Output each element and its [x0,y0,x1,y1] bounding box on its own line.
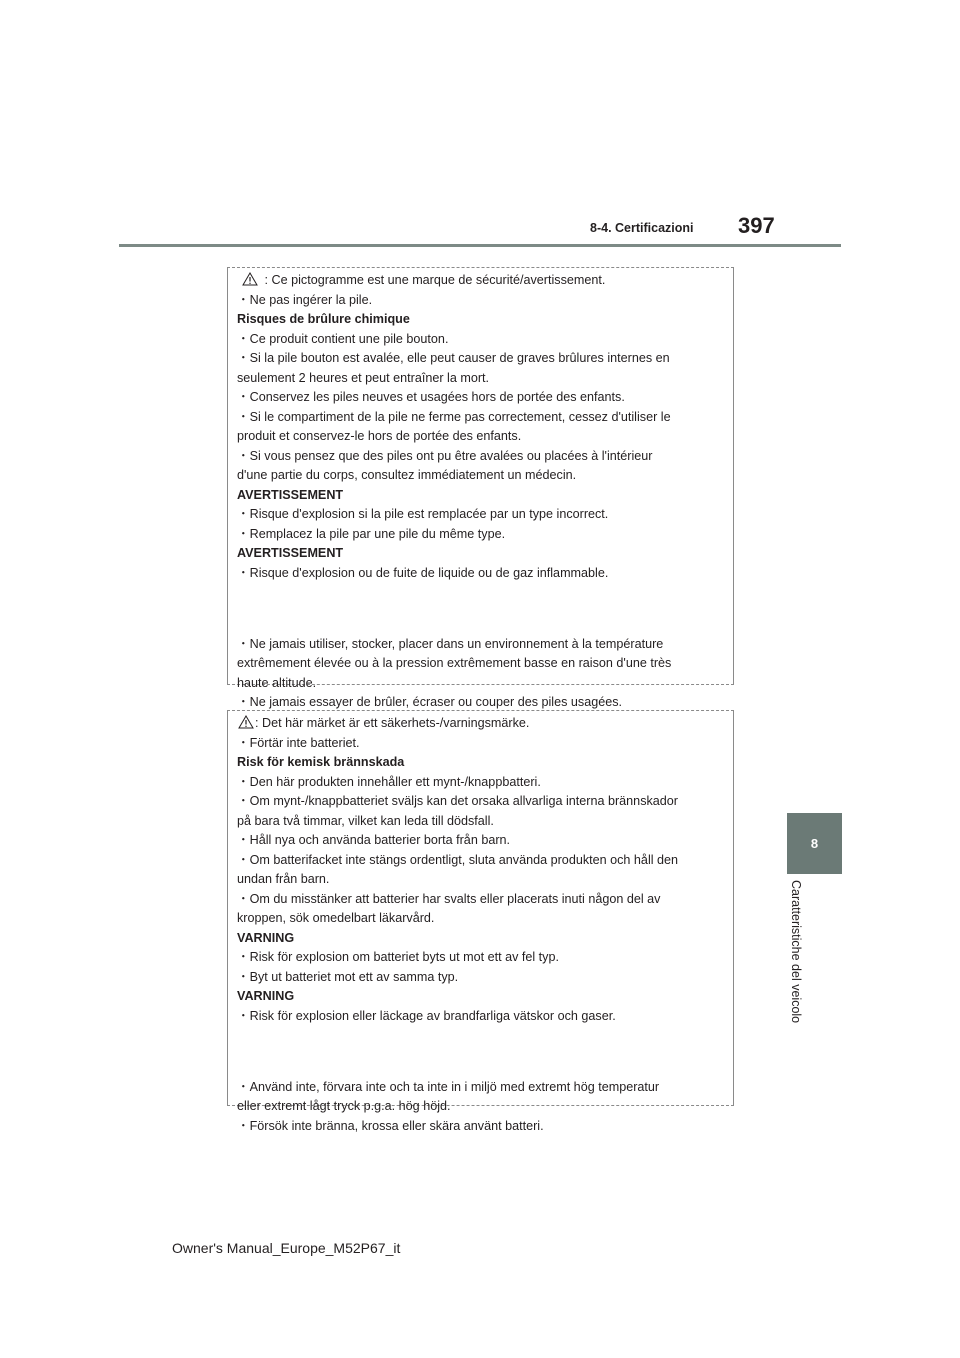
header-divider [119,244,841,247]
warning-line: ・Byt ut batteriet mot ett av samma typ. [237,969,459,984]
chapter-label: Caratteristiche del veicolo [789,880,803,1024]
warning-line: ・Risque d'explosion ou de fuite de liquide ou de gaz inflammable. [237,565,609,580]
warning-line: ・Si vous pensez que des piles ont pu être avalées ou placées à l'intérieur [237,448,653,463]
warning-line: ・Använd inte, förvara inte och ta inte in i miljö med extremt hög temperatur [237,1079,660,1094]
warning-line: eller extremt lågt tryck p.g.a. hög höjd. [237,1099,451,1113]
warning-line: ・Håll nya och använda batterier borta från barn. [237,833,511,847]
warning-heading: Risk för kemisk brännskada [237,755,405,769]
warning-line: ・Förtär inte batteriet. [237,735,360,750]
warning-triangle-icon [238,715,254,729]
warning-heading: AVERTISSEMENT [237,487,344,502]
battery-warning-fr [227,267,734,709]
warning-intro: : Ce pictogramme est une marque de sécurité/avertissement. [237,271,725,291]
warning-lines [237,291,725,713]
page-number: 397 [738,213,775,238]
warning-line: ・Risk för explosion eller läckage av brandfarliga vätskor och gaser. [237,1008,616,1023]
warning-line: ・Ne jamais essayer de brûler, écraser ou couper des piles usagées. [237,695,623,709]
chapter-number: 8 [810,836,819,851]
warning-line: produit et conservez-le hors de portée des enfants. [237,429,522,443]
warning-line: ・Den här produkten innehåller ett mynt-/knappbatteri. [237,774,541,789]
section-title: 8-4. Certificazioni [590,221,694,235]
warning-lines [237,734,725,1137]
warning-line: på bara två timmar, vilket kan leda till dödsfall. [237,813,494,828]
warning-heading: Risques de brûlure chimique [237,312,410,326]
warning-line: ・Ne pas ingérer la pile. [237,292,373,307]
warning-heading: VARNING [237,930,295,945]
warning-line: ・Om batterifacket inte stängs ordentligt, sluta använda produkten och håll den [237,852,679,867]
warning-line: ・Försök inte bränna, krossa eller skära använt batteri. [237,1118,544,1133]
warning-line: ・Ce produit contient une pile bouton. [237,331,449,346]
warning-line: ・Om mynt-/knappbatteriet sväljs kan det orsaka allvarliga interna brännskador [237,794,678,808]
blank-line [237,1042,725,1062]
warning-line: ・Ne jamais utiliser, stocker, placer dans un environnement à la température [237,636,664,651]
warning-line: ・Si le compartiment de la pile ne ferme pas correctement, cessez d'utiliser le [237,409,671,424]
warning-heading: VARNING [237,989,295,1003]
warning-line: ・Om du misstänker att batterier har svalts eller placerats inuti någon del av [237,891,661,906]
warning-line: ・Risk för explosion om batteriet byts ut mot ett av fel typ. [237,950,559,964]
chapter-tab[interactable] [787,813,842,874]
warning-intro: : Det här märket är ett säkerhets-/varningsmärke. [237,714,725,734]
warning-line: extrêmement élevée ou à la pression extrêmement basse en raison d'une très [237,656,672,670]
warning-line: haute altitude. [237,675,317,690]
blank-line [237,599,725,619]
warning-line: ・Remplacez la pile par une pile du même type. [237,526,506,541]
warning-line: undan från barn. [237,872,330,886]
warning-line: ・Si la pile bouton est avalée, elle peut causer de graves brûlures internes en [237,351,670,365]
warning-heading: AVERTISSEMENT [237,546,344,560]
warning-line: ・Risque d'explosion si la pile est remplacée par un type incorrect. [237,507,609,521]
warning-line: d'une partie du corps, consultez immédiatement un médecin. [237,468,577,482]
footer-doc-id: Owner's Manual_Europe_M52P67_it [172,1240,401,1256]
battery-warning-sv [227,710,734,1133]
warning-triangle-icon [242,272,258,286]
warning-line: seulement 2 heures et peut entraîner la mort. [237,370,490,385]
warning-line: ・Conservez les piles neuves et usagées hors de portée des enfants. [237,390,625,404]
warning-line: kroppen, sök omedelbart läkarvård. [237,911,435,925]
